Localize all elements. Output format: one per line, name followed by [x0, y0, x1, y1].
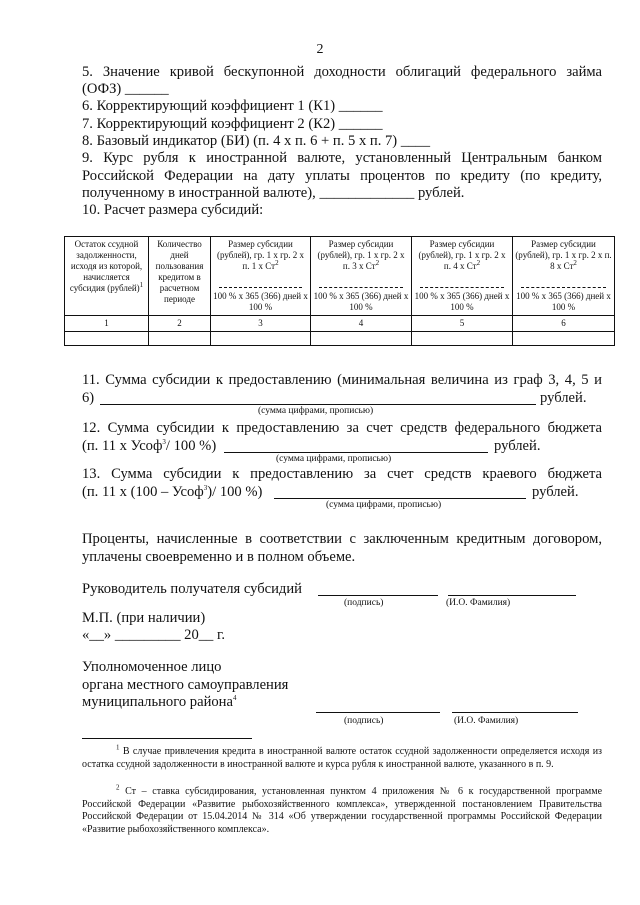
column-number: 3 [211, 316, 311, 332]
table-header-cell [211, 237, 311, 316]
stamp-label: М.П. (при наличии) [82, 610, 206, 626]
statement-line2: уплачены своевременно и в полном объеме. [82, 549, 356, 565]
date-line: «__» _________ 20__ г. [82, 627, 225, 643]
item-13-suffix: рублей. [532, 484, 579, 500]
col1-header-text: Остаток ссудной задолженности, исходя из которой, начисляется субсидия (рублей) [69, 239, 143, 293]
col6-formula-denominator: 100 % х 365 (366) дней х 100 % [516, 291, 611, 312]
table-cell [65, 332, 149, 346]
item-13-line1: 13. Сумма субсидии к предоставлению за счет средств краевого бюджета [82, 466, 602, 482]
fraction-line [219, 287, 302, 288]
item-12-suffix: рублей. [494, 438, 541, 454]
table-header-cell [311, 237, 412, 316]
column-number: 1 [65, 316, 149, 332]
table-header-cell [513, 237, 615, 316]
column-number: 6 [513, 316, 615, 332]
item-10: 10. Расчет размера субсидий: [82, 202, 264, 218]
footnote-separator [82, 738, 252, 739]
authorized-name-line [452, 712, 578, 713]
head-signature-line [318, 595, 438, 596]
footnote-mark-4: 4 [232, 694, 237, 703]
col4-footnote-mark: 2 [375, 259, 380, 267]
column-number: 5 [412, 316, 513, 332]
name-caption: (И.О. Фамилия) [454, 716, 519, 726]
item-6: 6. Корректирующий коэффициент 1 (К1) ______ [82, 98, 383, 114]
item-11-prefix: 6) [82, 390, 95, 406]
item-11-suffix: рублей. [540, 390, 587, 406]
authorized-line3 [82, 694, 602, 711]
col3-footnote-mark: 2 [275, 259, 279, 267]
signature-caption: (подпись) [344, 716, 384, 726]
item-12-line1: 12. Сумма субсидии к предоставлению за счет средств федерального бюджета [82, 420, 602, 436]
footnote-number: 1 [116, 743, 120, 752]
sum-11-caption: (сумма цифрами, прописью) [258, 406, 374, 416]
col4-formula-numerator: Размер субсидии (рублей), гр. 1 х гр. 2 х п. 3 х Ст [317, 239, 405, 271]
footnote-2 [82, 783, 603, 836]
column-number: 4 [311, 316, 412, 332]
name-caption: (И.О. Фамилия) [446, 598, 511, 608]
col5-formula-numerator: Размер субсидии (рублей), гр. 1 х гр. 2 х п. 4 х Ст [418, 239, 506, 271]
item-9-line3: полученному в иностранной валюте), _____________ рублей. [82, 185, 465, 201]
col6-footnote-mark: 2 [573, 259, 577, 267]
table-header-cell [65, 237, 149, 316]
authorized-line2: органа местного самоуправления [82, 677, 289, 693]
item-13-formula: (п. 11 х (100 – Усоф [82, 484, 204, 500]
col6-formula-numerator: Размер субсидии (рублей), гр. 1 х гр. 2 х п. 8 х Ст [515, 239, 612, 271]
table-cell [513, 332, 615, 346]
sum-13-blank-line [274, 498, 526, 499]
item-13-formula-end: )/ 100 %) [207, 484, 263, 500]
head-name-line [448, 595, 576, 596]
table-cell [412, 332, 513, 346]
authorized-label: муниципального района [82, 694, 233, 710]
item-7: 7. Корректирующий коэффициент 2 (К2) ______ [82, 116, 383, 132]
table-cell [311, 332, 412, 346]
statement-line1: Проценты, начисленные в соответствии с заключенным кредитным договором, [82, 531, 602, 547]
table-cell [211, 332, 311, 346]
fraction-line [420, 287, 504, 288]
item-8: 8. Базовый индикатор (БИ) (п. 4 х п. 6 + п. 5 х п. 7) ____ [82, 133, 431, 149]
page-number: 2 [316, 42, 324, 57]
table-cell [149, 332, 211, 346]
subsidy-table [64, 236, 615, 346]
authorized-line1: Уполномоченное лицо [82, 659, 222, 675]
sum-12-caption: (сумма цифрами, прописью) [276, 454, 392, 464]
footnote-mark-3: 3 [203, 484, 208, 493]
footnote-text: Ст – ставка субсидирования, установленная пунктом 4 приложения № 6 к государственной программе Российской Федерации «Развитие рыбохозяйственного комплекса», утвержденной постановлением Правительства Российской Федерации от 15.04.2014 № 314 «Об утверждении государственной программы Российской Федерации «Развитие рыбохозяйственного комплекса». [82, 786, 603, 835]
footnote-mark-3: 3 [162, 438, 166, 447]
col1-footnote-mark: 1 [139, 281, 144, 289]
sum-11-blank-line [100, 404, 536, 405]
table-header-cell [149, 237, 211, 316]
item-9-line2: Российской Федерации на дату уплаты процентов по кредиту (по кредиту, [82, 168, 602, 184]
fraction-line [521, 287, 606, 288]
col3-formula-denominator: 100 % х 365 (366) дней х 100 % [213, 291, 308, 312]
sum-13-caption: (сумма цифрами, прописью) [326, 500, 442, 510]
item-12-formula-end: / 100 %) [165, 438, 217, 454]
col3-formula-numerator: Размер субсидии (рублей), гр. 1 х гр. 2 х п. 1 х Ст [216, 239, 305, 271]
footnote-number: 2 [116, 783, 120, 792]
fraction-line [319, 287, 403, 288]
item-9-line1: 9. Курс рубля к иностранной валюте, установленный Центральным банком [82, 150, 602, 166]
col5-formula-denominator: 100 % х 365 (366) дней х 100 % [414, 291, 510, 312]
head-label: Руководитель получателя субсидий [82, 581, 302, 597]
item-5-line1: 5. Значение кривой бескупонной доходности облигаций федерального займа [82, 64, 602, 80]
table-header-row [65, 237, 615, 316]
item-11-line1: 11. Сумма субсидии к предоставлению (минимальная величина из граф 3, 4, 5 и [82, 372, 602, 388]
item-5-line2: (ОФЗ) ______ [82, 81, 169, 97]
sum-12-blank-line [224, 452, 488, 453]
table-header-cell [412, 237, 513, 316]
column-number: 2 [149, 316, 211, 332]
item-12-formula: (п. 11 х Усоф [82, 438, 163, 454]
footnote-1 [82, 743, 602, 771]
col4-formula-denominator: 100 % х 365 (366) дней х 100 % [313, 291, 409, 312]
col5-footnote-mark: 2 [476, 259, 481, 267]
footnote-text: В случае привлечения кредита в иностранной валюте остаток ссудной задолженности определяется исходя из остатка ссудной задолженности в иностранной валюте и курса рубля к иностранной валюте, указанного в п. 9. [82, 746, 602, 770]
authorized-signature-line [316, 712, 440, 713]
table-column-number-row [65, 316, 615, 332]
col2-header-text: Количество дней пользования кредитом в расчетном периоде [155, 239, 204, 304]
signature-caption: (подпись) [344, 598, 384, 608]
table-empty-row [65, 332, 615, 346]
